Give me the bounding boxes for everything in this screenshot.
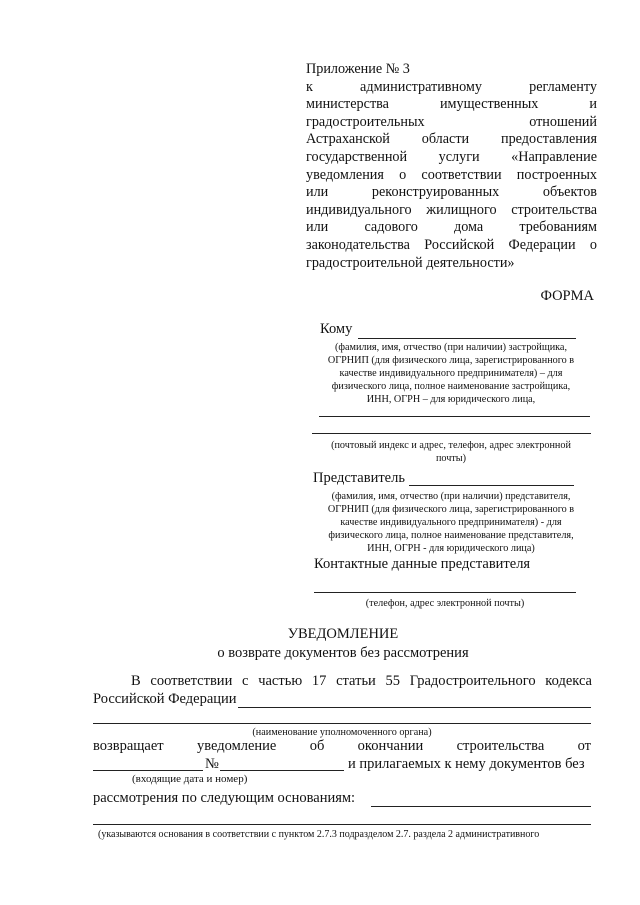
appendix-line: к административному регламенту	[306, 78, 597, 95]
paragraph-line: возвращает уведомление об окончании строительства от	[93, 738, 591, 754]
authority-field-1[interactable]	[238, 707, 591, 708]
caption-line: ИНН, ОГРН – для юридического лица,	[366, 394, 536, 405]
paragraph-line: В соответствии с частью 17 статьи 55 Градостроительного кодекса	[131, 673, 592, 689]
contacts-label: Контактные данные представителя	[314, 556, 531, 572]
paragraph-line: и прилагаемых к нему документов без	[348, 756, 585, 772]
notice-title: УВЕДОМЛЕНИЕ	[287, 626, 399, 642]
authority-caption: (наименование уполномоченного органа)	[252, 727, 432, 738]
to-address-caption	[312, 439, 590, 465]
caption-line: (фамилия, имя, отчество (при наличии) представителя,	[331, 491, 571, 502]
grounds-field-1[interactable]	[371, 806, 591, 807]
caption-line: ИНН, ОГРН - для юридического лица)	[367, 543, 535, 554]
to-label: Кому	[320, 321, 353, 337]
number-sign: №	[205, 756, 219, 772]
grounds-caption: (указываются основания в соответствии с пунктом 2.7.3 подразделом 2.7. раздела 2 административного	[98, 829, 540, 840]
appendix-line: уведомления о соответствии построенных	[306, 166, 597, 183]
caption-line: почты)	[435, 453, 467, 464]
caption-line: физического лица, полное наименование застройщика,	[331, 381, 571, 392]
to-details-field[interactable]	[319, 416, 590, 417]
to-address-field[interactable]	[312, 433, 591, 434]
appendix-line: министерства имущественных и	[306, 96, 597, 113]
appendix-line: градостроительной деятельности»	[306, 254, 515, 271]
appendix-line: градостроительных отношений	[306, 113, 597, 130]
form-label: ФОРМА	[540, 288, 594, 304]
caption-line: (фамилия, имя, отчество (при наличии) застройщика,	[334, 342, 568, 353]
caption-line: ОГРНИП (для физического лица, зарегистрированного в	[327, 504, 575, 515]
authority-field-2[interactable]	[93, 723, 591, 724]
caption-line: физического лица, полное наименование представителя,	[328, 530, 574, 541]
representative-label: Представитель	[313, 470, 405, 486]
to-caption	[312, 341, 590, 406]
grounds-field-2[interactable]	[93, 824, 591, 825]
caption-line: (почтовый индекс и адрес, телефон, адрес электронной	[331, 440, 571, 451]
appendix-line: Приложение № 3	[306, 61, 410, 77]
caption-line: ОГРНИП (для физического лица, зарегистрированного в	[327, 355, 575, 366]
appendix-line: индивидуального жилищного строительства	[306, 201, 597, 218]
contacts-caption: (телефон, адрес электронной почты)	[365, 598, 525, 609]
caption-line: качестве индивидуального предпринимателя) - для	[340, 517, 562, 528]
representative-name-field[interactable]	[409, 485, 574, 486]
representative-caption	[310, 490, 592, 555]
paragraph-line: Российской Федерации	[93, 691, 237, 707]
appendix-line: или садового дома требованиям	[306, 219, 597, 236]
notice-subtitle: о возврате документов без рассмотрения	[217, 645, 469, 661]
incoming-number-field[interactable]	[220, 770, 344, 771]
contacts-field[interactable]	[314, 592, 576, 593]
to-name-field[interactable]	[358, 338, 576, 339]
appendix-block	[306, 61, 597, 272]
paragraph-line: рассмотрения по следующим основаниям:	[93, 790, 356, 806]
appendix-line: государственной услуги «Направление	[306, 148, 597, 165]
caption-line: качестве индивидуального предпринимателя) – для	[339, 368, 563, 379]
incoming-caption: (входящие дата и номер)	[132, 773, 248, 785]
appendix-line: законодательства Российской Федерации о	[306, 236, 597, 253]
appendix-line: Астраханской области предоставления	[306, 131, 597, 148]
appendix-line: или реконструированных объектов	[306, 184, 597, 201]
incoming-date-field[interactable]	[93, 770, 203, 771]
